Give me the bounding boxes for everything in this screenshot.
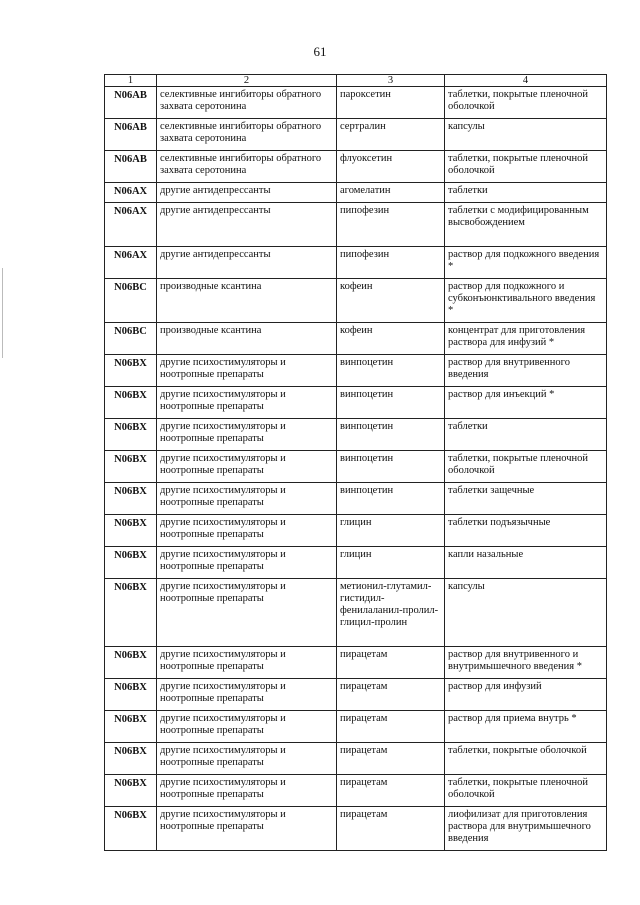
header-col-1: 1 xyxy=(105,75,157,87)
header-col-3: 3 xyxy=(337,75,445,87)
header-col-4: 4 xyxy=(445,75,607,87)
pharmacological-group-cell: другие психостимуляторы и ноотропные препараты xyxy=(157,807,337,851)
atc-code-cell: N06BX xyxy=(105,807,157,851)
drug-name-cell: кофеин xyxy=(337,279,445,323)
dosage-form-cell: таблетки, покрытые пленочной оболочкой xyxy=(445,775,607,807)
pharmacological-group-cell: другие психостимуляторы и ноотропные препараты xyxy=(157,387,337,419)
table-row xyxy=(105,547,607,579)
atc-code-cell: N06BX xyxy=(105,451,157,483)
dosage-form-cell: капсулы xyxy=(445,579,607,647)
atc-code-cell: N06BX xyxy=(105,711,157,743)
drug-name-cell: метионил-глутамил-гистидил-фенилаланил-пролил-глицил-пролин xyxy=(337,579,445,647)
table-row xyxy=(105,451,607,483)
drug-name-cell: глицин xyxy=(337,515,445,547)
drug-name-cell: пирацетам xyxy=(337,711,445,743)
dosage-form-cell: таблетки, покрытые оболочкой xyxy=(445,743,607,775)
atc-code-cell: N06BX xyxy=(105,419,157,451)
atc-code-cell: N06BC xyxy=(105,323,157,355)
dosage-form-cell: раствор для подкожного и субконъюнктивального введения * xyxy=(445,279,607,323)
drug-name-cell: флуоксетин xyxy=(337,151,445,183)
table-row xyxy=(105,87,607,119)
atc-code-cell: N06AX xyxy=(105,203,157,247)
header-row xyxy=(105,75,607,87)
pharmacological-group-cell: другие психостимуляторы и ноотропные препараты xyxy=(157,483,337,515)
pharmacological-group-cell: другие психостимуляторы и ноотропные препараты xyxy=(157,743,337,775)
pharmacological-group-cell: производные ксантина xyxy=(157,279,337,323)
drug-name-cell: пирацетам xyxy=(337,807,445,851)
drug-table xyxy=(104,74,607,851)
table-row xyxy=(105,743,607,775)
table-row xyxy=(105,279,607,323)
drug-name-cell: винпоцетин xyxy=(337,419,445,451)
table-row xyxy=(105,679,607,711)
drug-name-cell: пирацетам xyxy=(337,647,445,679)
table-row xyxy=(105,183,607,203)
atc-code-cell: N06BX xyxy=(105,483,157,515)
pharmacological-group-cell: другие психостимуляторы и ноотропные препараты xyxy=(157,679,337,711)
table-row xyxy=(105,483,607,515)
drug-name-cell: пирацетам xyxy=(337,679,445,711)
pharmacological-group-cell: селективные ингибиторы обратного захвата серотонина xyxy=(157,151,337,183)
atc-code-cell: N06AB xyxy=(105,119,157,151)
dosage-form-cell: таблетки защечные xyxy=(445,483,607,515)
dosage-form-cell: концентрат для приготовления раствора для инфузий * xyxy=(445,323,607,355)
table-row xyxy=(105,419,607,451)
dosage-form-cell: раствор для инъекций * xyxy=(445,387,607,419)
table-body xyxy=(105,87,607,851)
atc-code-cell: N06BX xyxy=(105,355,157,387)
pharmacological-group-cell: другие психостимуляторы и ноотропные препараты xyxy=(157,775,337,807)
table-row xyxy=(105,579,607,647)
pharmacological-group-cell: другие антидепрессанты xyxy=(157,183,337,203)
drug-name-cell: винпоцетин xyxy=(337,483,445,515)
dosage-form-cell: таблетки, покрытые пленочной оболочкой xyxy=(445,451,607,483)
pharmacological-group-cell: селективные ингибиторы обратного захвата серотонина xyxy=(157,87,337,119)
table-row xyxy=(105,387,607,419)
pharmacological-group-cell: другие психостимуляторы и ноотропные препараты xyxy=(157,711,337,743)
dosage-form-cell: таблетки подъязычные xyxy=(445,515,607,547)
pharmacological-group-cell: другие психостимуляторы и ноотропные препараты xyxy=(157,419,337,451)
dosage-form-cell: раствор для приема внутрь * xyxy=(445,711,607,743)
dosage-form-cell: раствор для внутривенного введения xyxy=(445,355,607,387)
drug-name-cell: глицин xyxy=(337,547,445,579)
dosage-form-cell: таблетки, покрытые пленочной оболочкой xyxy=(445,87,607,119)
atc-code-cell: N06AB xyxy=(105,151,157,183)
scan-edge-mark xyxy=(2,268,3,358)
drug-name-cell: пароксетин xyxy=(337,87,445,119)
dosage-form-cell: лиофилизат для приготовления раствора для внутримышечного введения xyxy=(445,807,607,851)
table-row xyxy=(105,355,607,387)
dosage-form-cell: капли назальные xyxy=(445,547,607,579)
pharmacological-group-cell: другие психостимуляторы и ноотропные препараты xyxy=(157,451,337,483)
atc-code-cell: N06BX xyxy=(105,679,157,711)
table-row xyxy=(105,775,607,807)
atc-code-cell: N06BX xyxy=(105,547,157,579)
dosage-form-cell: таблетки, покрытые пленочной оболочкой xyxy=(445,151,607,183)
table-row xyxy=(105,151,607,183)
page-number: 61 xyxy=(313,44,327,59)
drug-name-cell: пирацетам xyxy=(337,743,445,775)
drug-name-cell: пипофезин xyxy=(337,247,445,279)
pharmacological-group-cell: другие психостимуляторы и ноотропные препараты xyxy=(157,515,337,547)
pharmacological-group-cell: другие психостимуляторы и ноотропные препараты xyxy=(157,355,337,387)
atc-code-cell: N06BX xyxy=(105,515,157,547)
dosage-form-cell: раствор для инфузий xyxy=(445,679,607,711)
pharmacological-group-cell: производные ксантина xyxy=(157,323,337,355)
dosage-form-cell: таблетки xyxy=(445,419,607,451)
atc-code-cell: N06BX xyxy=(105,387,157,419)
dosage-form-cell: раствор для внутривенного и внутримышечного введения * xyxy=(445,647,607,679)
pharmacological-group-cell: селективные ингибиторы обратного захвата серотонина xyxy=(157,119,337,151)
drug-name-cell: сертралин xyxy=(337,119,445,151)
drug-name-cell: винпоцетин xyxy=(337,387,445,419)
dosage-form-cell: капсулы xyxy=(445,119,607,151)
atc-code-cell: N06BC xyxy=(105,279,157,323)
table-row xyxy=(105,323,607,355)
table-row xyxy=(105,203,607,247)
pharmacological-group-cell: другие психостимуляторы и ноотропные препараты xyxy=(157,579,337,647)
dosage-form-cell: раствор для подкожного введения * xyxy=(445,247,607,279)
drug-name-cell: винпоцетин xyxy=(337,451,445,483)
pharmacological-group-cell: другие психостимуляторы и ноотропные препараты xyxy=(157,647,337,679)
atc-code-cell: N06AX xyxy=(105,183,157,203)
pharmacological-group-cell: другие антидепрессанты xyxy=(157,247,337,279)
atc-code-cell: N06BX xyxy=(105,647,157,679)
table-row xyxy=(105,515,607,547)
atc-code-cell: N06BX xyxy=(105,579,157,647)
drug-name-cell: пирацетам xyxy=(337,775,445,807)
table-row xyxy=(105,119,607,151)
drug-name-cell: кофеин xyxy=(337,323,445,355)
atc-code-cell: N06BX xyxy=(105,743,157,775)
table-row xyxy=(105,807,607,851)
table-row xyxy=(105,247,607,279)
drug-name-cell: агомелатин xyxy=(337,183,445,203)
drug-name-cell: пипофезин xyxy=(337,203,445,247)
pharmacological-group-cell: другие психостимуляторы и ноотропные препараты xyxy=(157,547,337,579)
dosage-form-cell: таблетки xyxy=(445,183,607,203)
table-row xyxy=(105,711,607,743)
drug-name-cell: винпоцетин xyxy=(337,355,445,387)
atc-code-cell: N06BX xyxy=(105,775,157,807)
table-row xyxy=(105,647,607,679)
dosage-form-cell: таблетки с модифицированным высвобождением xyxy=(445,203,607,247)
pharmacological-group-cell: другие антидепрессанты xyxy=(157,203,337,247)
header-col-2: 2 xyxy=(157,75,337,87)
atc-code-cell: N06AB xyxy=(105,87,157,119)
atc-code-cell: N06AX xyxy=(105,247,157,279)
